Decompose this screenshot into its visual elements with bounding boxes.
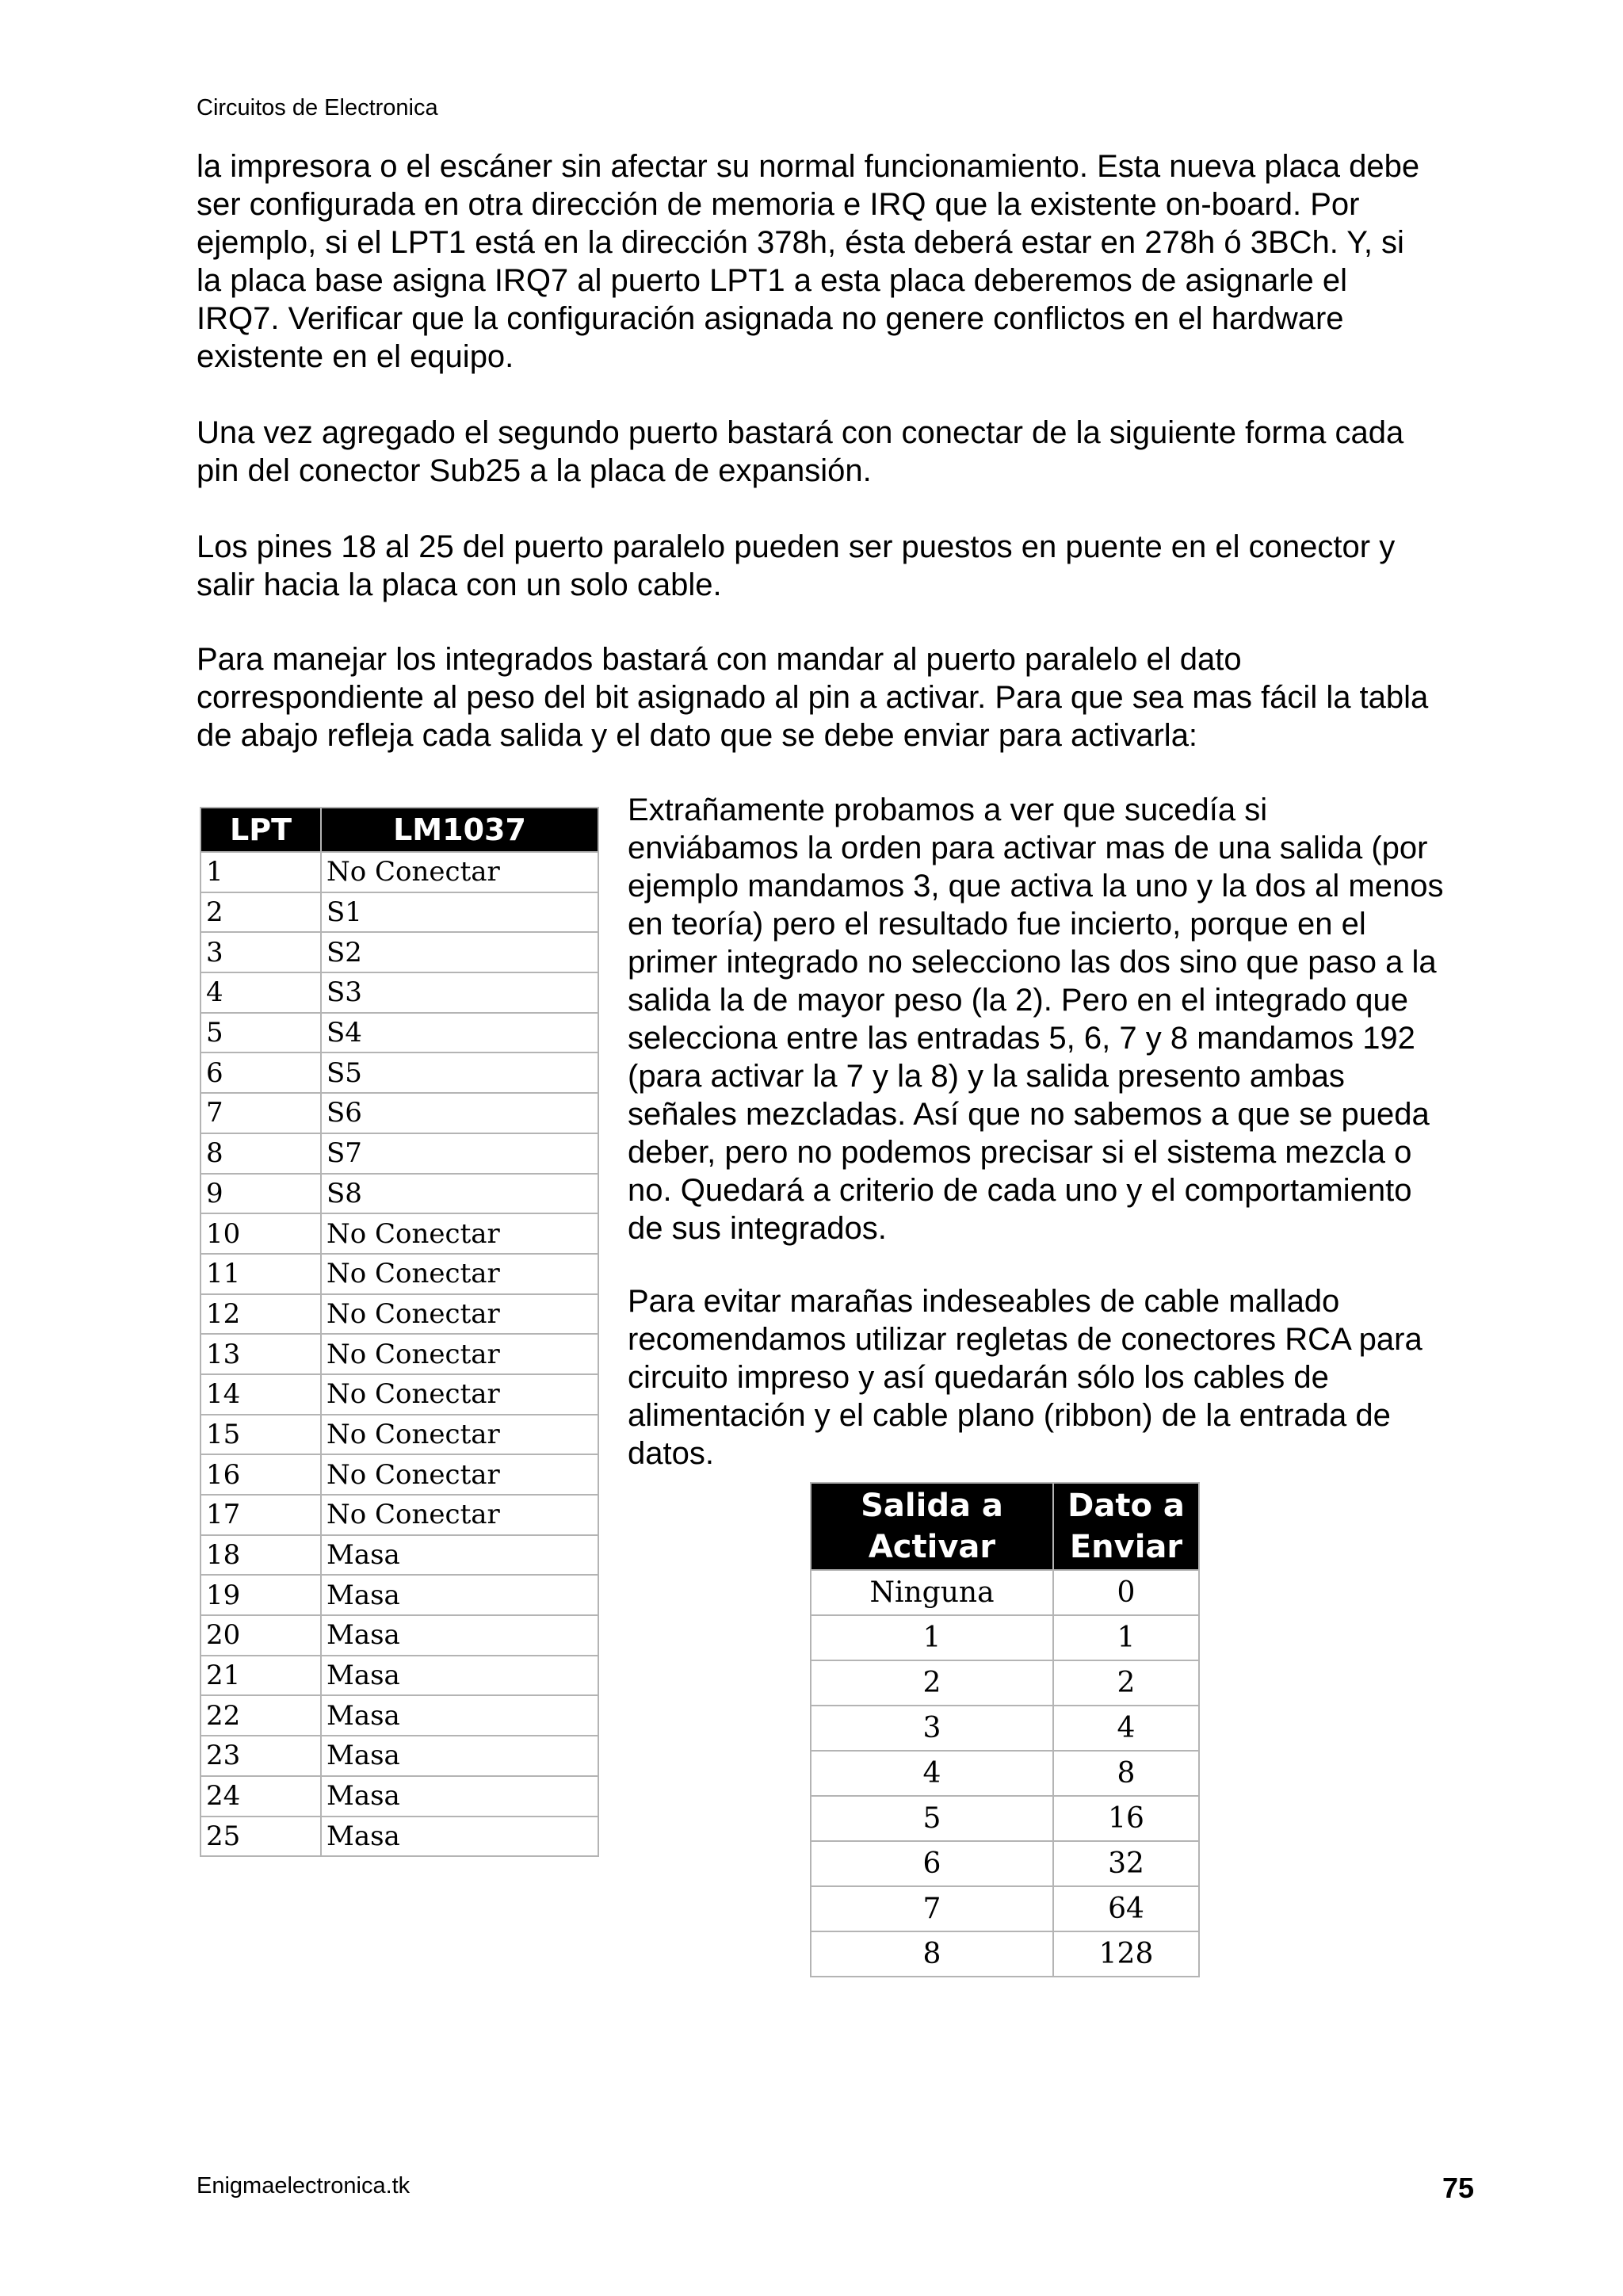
table-cell: 24 [200,1776,321,1817]
table-row [200,972,598,1013]
table-cell: 19 [200,1575,321,1615]
paragraph-experiment [628,791,1499,1247]
table-cell: Masa [321,1575,598,1615]
text-line: correspondiente al peso del bit asignado al pin a activar. Para que sea mas fácil la tabla [197,680,1429,715]
table-cell: 12 [200,1294,321,1335]
table-cell: 4 [811,1751,1053,1796]
text-line: Para evitar marañas indeseables de cable mallado [628,1284,1340,1319]
text-line: pin del conector Sub25 a la placa de expansión. [197,453,872,488]
table-row [200,1093,598,1133]
text-line: datos. [628,1436,714,1471]
table-cell: Masa [321,1736,598,1776]
table-row [200,892,598,933]
paragraph-rca-connectors [628,1282,1499,1473]
header-line: Dato a [1067,1488,1185,1524]
header-line: Activar [868,1529,996,1565]
table-row [200,1415,598,1455]
text-line: no. Quedará a criterio de cada uno y el comportamiento [628,1173,1412,1208]
output-data-table [810,1482,1200,1977]
table-cell: 16 [200,1454,321,1495]
header-line: Enviar [1069,1529,1183,1565]
table-row [200,1695,598,1736]
table-row [811,1570,1199,1615]
table-row [200,1133,598,1174]
table-cell: 15 [200,1415,321,1455]
text-line: deber, pero no podemos precisar si el sistema mezcla o [628,1135,1412,1170]
table-cell: Masa [321,1817,598,1857]
text-line: recomendamos utilizar regletas de conectores RCA para [628,1322,1423,1357]
table-row [200,1013,598,1053]
table-cell: 128 [1053,1931,1199,1977]
table-cell: 32 [1053,1841,1199,1886]
table-cell: S4 [321,1013,598,1053]
table-cell: 14 [200,1374,321,1415]
table-cell: 3 [200,932,321,972]
text-line: ejemplo, si el LPT1 está en la dirección 378h, ésta deberá estar en 278h ó 3BCh. Y, si [197,225,1404,260]
text-line: enviábamos la orden para activar mas de una salida (por [628,831,1428,865]
table-row [811,1841,1199,1886]
table-cell: 6 [811,1841,1053,1886]
table-row [200,1615,598,1656]
table-cell: Masa [321,1776,598,1817]
table-row [200,1736,598,1776]
table-row [811,1931,1199,1977]
running-header: Circuitos de Electronica [197,95,438,120]
text-line: IRQ7. Verificar que la configuración asignada no genere conflictos en el hardware [197,301,1344,336]
text-line: salir hacia la placa con un solo cable. [197,567,722,602]
text-line: salida la de mayor peso (la 2). Pero en el integrado que [628,983,1409,1018]
table-cell: 64 [1053,1886,1199,1931]
table-cell: S8 [321,1174,598,1214]
table-row [200,1495,598,1535]
header-line: Salida a [861,1488,1003,1524]
table-row [200,1656,598,1696]
table-cell: S5 [321,1052,598,1093]
table-row [200,1294,598,1335]
paragraph-bridge-pins [197,528,1480,604]
text-line: de sus integrados. [628,1211,887,1246]
table-cell: 7 [811,1886,1053,1931]
table-cell: Masa [321,1656,598,1696]
table-cell: No Conectar [321,852,598,892]
table-row [811,1886,1199,1931]
table-row [811,1751,1199,1796]
text-line: en teoría) pero el resultado fue incierto, porque en el [628,907,1366,942]
paragraph-parallel-card [197,147,1480,376]
table-cell: Masa [321,1695,598,1736]
table-cell: 5 [811,1796,1053,1841]
table-row [200,1174,598,1214]
text-line: ser configurada en otra dirección de memoria e IRQ que la existente on-board. Por [197,187,1360,222]
paragraph-second-port [197,414,1480,490]
table-cell: Masa [321,1535,598,1576]
table-row [200,1575,598,1615]
table-row [200,1213,598,1254]
text-line: (para activar la 7 y la 8) y la salida presento ambas [628,1059,1345,1094]
table-row [200,932,598,972]
table-cell: 16 [1053,1796,1199,1841]
table-cell: 25 [200,1817,321,1857]
text-line: ejemplo mandamos 3, que activa la uno y la dos al menos [628,869,1444,904]
table-cell: No Conectar [321,1254,598,1294]
table-cell: S3 [321,972,598,1013]
text-line: la placa base asigna IRQ7 al puerto LPT1 a esta placa deberemos de asignarle el [197,263,1348,298]
table-header-row [200,808,598,852]
table-row [200,1535,598,1576]
text-line: primer integrado no selecciono las dos sino que paso a la [628,945,1437,980]
table-cell: 13 [200,1334,321,1374]
table-cell: 22 [200,1695,321,1736]
table-cell: S2 [321,932,598,972]
column-header-lm1037: LM1037 [321,808,598,852]
table-cell: 17 [200,1495,321,1535]
table-cell: 9 [200,1174,321,1214]
table-cell: 8 [1053,1751,1199,1796]
table-cell: Ninguna [811,1570,1053,1615]
text-line: circuito impreso y así quedarán sólo los cables de [628,1360,1329,1395]
table-cell: 1 [200,852,321,892]
text-line: Para manejar los integrados bastará con mandar al puerto paralelo el dato [197,642,1242,677]
table-cell: 20 [200,1615,321,1656]
table-cell: No Conectar [321,1213,598,1254]
table-row [811,1660,1199,1706]
table-cell: 18 [200,1535,321,1576]
table-cell: 4 [1053,1706,1199,1751]
table-cell: S1 [321,892,598,933]
table-cell: 2 [200,892,321,933]
text-line: Extrañamente probamos a ver que sucedía si [628,793,1268,827]
text-line: Una vez agregado el segundo puerto bastará con conectar de la siguiente forma cada [197,415,1404,450]
table-row [811,1615,1199,1660]
table-cell: No Conectar [321,1454,598,1495]
text-line: selecciona entre las entradas 5, 6, 7 y 8 mandamos 192 [628,1021,1415,1056]
table-row [200,1374,598,1415]
table-cell: 2 [811,1660,1053,1706]
table-cell: 7 [200,1093,321,1133]
table-cell: 0 [1053,1570,1199,1615]
footer-site: Enigmaelectronica.tk [197,2173,411,2199]
table-cell: 23 [200,1736,321,1776]
table-cell: 1 [811,1615,1053,1660]
table-cell: 3 [811,1706,1053,1751]
table-row [200,1454,598,1495]
table-cell: 10 [200,1213,321,1254]
text-line: señales mezcladas. Así que no sabemos a que se pueda [628,1097,1430,1132]
text-line: la impresora o el escáner sin afectar su normal funcionamiento. Esta nueva placa debe [197,149,1420,184]
table-cell: No Conectar [321,1415,598,1455]
table-row [200,1776,598,1817]
table-row [811,1706,1199,1751]
column-header-lpt: LPT [200,808,321,852]
text-line: Los pines 18 al 25 del puerto paralelo pueden ser puestos en puente en el conector y [197,529,1396,564]
table-cell: No Conectar [321,1374,598,1415]
text-line: de abajo refleja cada salida y el dato que se debe enviar para activarla: [197,718,1198,753]
table-cell: S7 [321,1133,598,1174]
column-header-dato [1053,1483,1199,1570]
table-cell: 11 [200,1254,321,1294]
table-cell: 1 [1053,1615,1199,1660]
table-cell: Masa [321,1615,598,1656]
table-cell: 5 [200,1013,321,1053]
table-header-row [811,1483,1199,1570]
table-cell: S6 [321,1093,598,1133]
table-cell: 6 [200,1052,321,1093]
table-cell: 2 [1053,1660,1199,1706]
table-cell: 8 [811,1931,1053,1977]
text-line: alimentación y el cable plano (ribbon) de la entrada de [628,1398,1391,1433]
table-row [200,1334,598,1374]
table-cell: No Conectar [321,1334,598,1374]
table-row [200,852,598,892]
table-row [200,1817,598,1857]
paragraph-send-data [197,640,1480,755]
table-row [200,1052,598,1093]
table-cell: 21 [200,1656,321,1696]
page-number: 75 [1442,2172,1474,2204]
table-row [200,1254,598,1294]
lpt-pin-table [200,807,599,1857]
table-cell: 4 [200,972,321,1013]
column-header-salida [811,1483,1053,1570]
text-line: existente en el equipo. [197,339,514,374]
table-cell: No Conectar [321,1294,598,1335]
table-cell: No Conectar [321,1495,598,1535]
table-cell: 8 [200,1133,321,1174]
table-row [811,1796,1199,1841]
